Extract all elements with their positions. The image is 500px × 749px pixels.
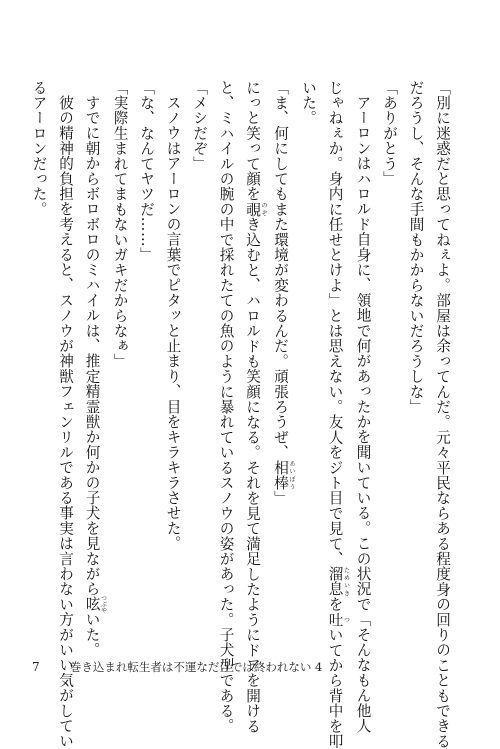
text-line: 彼の精神的負担を考えると、スノウが神獣フェンリルである事実は言わない方がいい気がしてい (57, 94, 74, 749)
furigana: つ (342, 612, 350, 628)
furigana: のぞ (260, 201, 267, 217)
text-line: 「実際生まれてまもないガキだからなぁ」 (111, 80, 129, 369)
furigana: あいぼう (288, 460, 295, 491)
text-line: 「メシだぞ」 (191, 80, 208, 172)
text-line: 「別に迷惑だと思ってねぇよ。部屋は余ってんだ。元々平民ならある程度身の回りのこともできる (434, 80, 451, 749)
text-line: アーロンはハロルド自身に、領地で何があったかを聞いている。この状況で「そんなもん他人 (354, 94, 372, 733)
page-footer (32, 659, 322, 675)
text-line: 「ま、何にしてもまた環境が変わるんだ。頑張ろうぜ、相棒 あいぼう」 (272, 80, 295, 506)
text-line: 「ありがとう」 (381, 80, 398, 187)
furigana: ためいき (342, 566, 350, 597)
text-line: じゃねぇか。身内に任せとけよ」とは思えない。友人をジト目で見て、溜息 ためいきを吐 ついてから背中を叩 (326, 80, 350, 749)
text-line: にっと笑って顔を覗 のぞき込むと、ハロルドも笑顔になる。それを見て満足したようにドアを開ける (244, 80, 267, 734)
furigana: つぶや (99, 594, 107, 613)
book-title: 巻き込まれ転生者は不運なだけでは終われない 4 (69, 660, 323, 674)
text-line: 「な、なんてヤツだ……」 (138, 80, 155, 263)
text-line: スノウはアーロンの言葉でピタッと止まり、目をキラキラさせた。 (164, 94, 182, 551)
text-line: いた。 (300, 80, 317, 126)
text-line: と、ミハイルの腕の中で採れたての魚のように暴れているスノウの姿があった。子犬型である。 (217, 80, 235, 734)
page-number: 7 (32, 660, 40, 674)
text-line: るアーロンだった。 (30, 80, 48, 217)
text-line: すでに朝からボロボロのミハイルは、推定精霊獣か何かの子犬を見ながら呟 つぶやいた。 (83, 94, 107, 658)
text-line: だろうし、そんな手間もかからないだろうしな」 (407, 80, 425, 415)
